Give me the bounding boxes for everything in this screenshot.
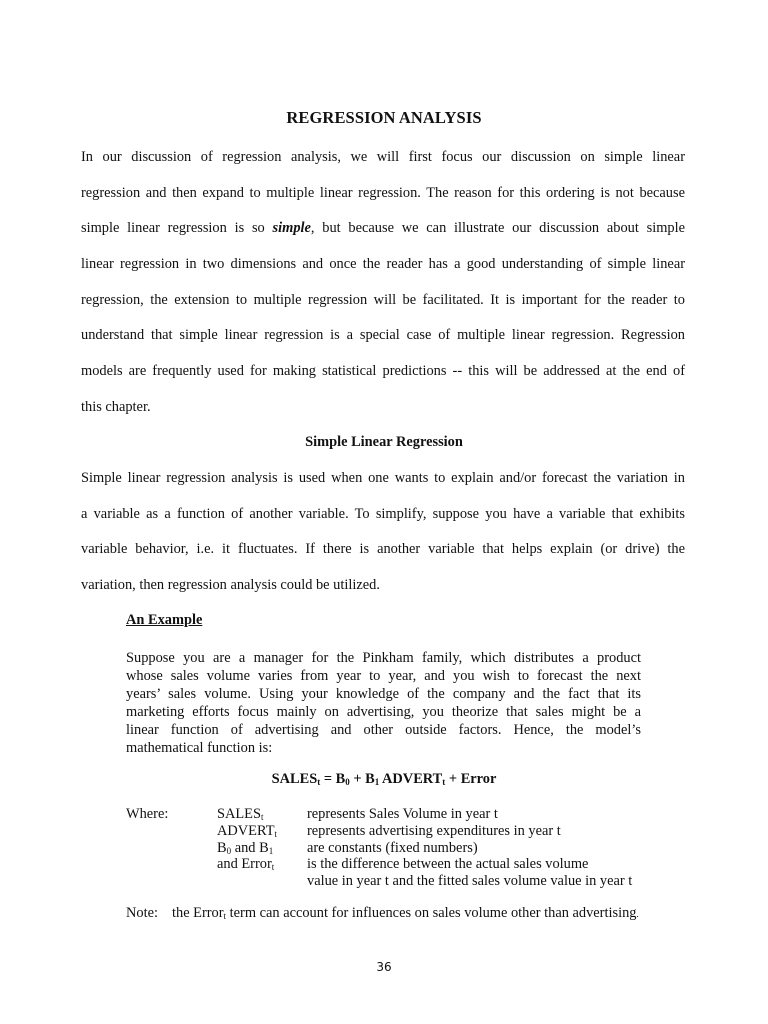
example-line: whose sales volume varies from year to year, and you wish to forecast the next <box>126 668 641 684</box>
definition-term <box>217 823 277 840</box>
paragraph-line: models are frequently used for making statistical predictions -- this will be addressed at the end of <box>81 363 685 379</box>
formula-subscript: t <box>317 777 321 787</box>
term-subscript: t <box>271 862 275 872</box>
example-line: mathematical function is: <box>126 740 273 756</box>
formula-subscript: 0 <box>345 777 350 787</box>
example-line: marketing efforts focus mainly on advertising, you theorize that sales might be a <box>126 704 641 720</box>
term-subscript: t <box>260 812 264 822</box>
note-part: term can account for influences on sales volume other than advertising <box>226 905 637 921</box>
formula-subscript: t <box>442 777 446 787</box>
paragraph-line: Simple linear regression analysis is used when one wants to explain and/or forecast the variation in <box>81 470 685 486</box>
paragraph-line: In our discussion of regression analysis, we will first focus our discussion on simple linear <box>81 149 685 165</box>
definition-term <box>217 806 264 823</box>
definition-description: represents advertising expenditures in year t <box>307 823 561 839</box>
formula-part: ADVERT <box>379 771 443 787</box>
definition-description: value in year t and the fitted sales volume value in year t <box>307 873 633 889</box>
example-heading: An Example <box>126 612 203 628</box>
paragraph-line: regression and then expand to multiple linear regression. The reason for this ordering is not because <box>81 185 685 201</box>
paragraph-line <box>81 219 685 237</box>
note-part: the Error <box>172 905 224 921</box>
formula-part: SALES <box>271 771 318 787</box>
paragraph-line: variation, then regression analysis could be utilized. <box>81 577 380 593</box>
term-text: and Error <box>217 856 272 872</box>
definition-description: is the difference between the actual sales volume <box>307 856 589 872</box>
line-text: , but because we can illustrate our discussion about simple <box>310 220 685 236</box>
paragraph-line: regression, the extension to multiple regression will be facilitated. It is important for the reader to <box>81 292 685 308</box>
paragraph-line: this chapter. <box>81 399 151 415</box>
term-text: B <box>217 840 227 856</box>
term-text: SALES <box>217 806 261 822</box>
note-label: Note: <box>126 905 158 921</box>
definition-description: represents Sales Volume in year t <box>307 806 498 822</box>
note-part: . <box>636 909 639 919</box>
formula-subscript: 1 <box>374 777 380 787</box>
section-heading: Simple Linear Regression <box>305 434 463 450</box>
paragraph-line: a variable as a function of another variable. To simplify, suppose you have a variable that exhibits <box>81 506 685 522</box>
paragraph-line: variable behavior, i.e. it fluctuates. If there is another variable that helps explain (or drive) the <box>81 541 685 557</box>
emphasis-text: simple <box>272 220 311 236</box>
page-number: 36 <box>376 960 392 974</box>
formula-part: + B <box>349 771 375 787</box>
paragraph-line: linear regression in two dimensions and once the reader has a good understanding of simple linear <box>81 256 685 272</box>
definition-term <box>217 856 274 873</box>
note-subscript: t <box>223 911 227 921</box>
term-text: ADVERT <box>217 823 275 839</box>
formula-part: + Error <box>445 771 497 787</box>
regression-formula <box>0 771 768 788</box>
paragraph-line: understand that simple linear regression is a special case of multiple linear regression. Regression <box>81 327 685 343</box>
formula-part: = B <box>320 771 346 787</box>
definition-description: are constants (fixed numbers) <box>307 840 478 856</box>
example-line: years’ sales volume. Using your knowledge of the company and the fact that its <box>126 686 641 702</box>
where-label: Where: <box>126 806 169 822</box>
example-line: Suppose you are a manager for the Pinkham family, which distributes a product <box>126 650 641 666</box>
term-text: and B <box>231 840 269 856</box>
line-text: simple linear regression is so <box>81 220 273 236</box>
definition-term <box>217 840 273 857</box>
term-subscript: 0 <box>226 846 232 856</box>
example-line: linear function of advertising and other outside factors. Hence, the model’s <box>126 722 641 738</box>
page-title: REGRESSION ANALYSIS <box>286 108 482 127</box>
note-text <box>172 905 639 922</box>
term-subscript: t <box>274 829 278 839</box>
term-subscript: 1 <box>268 846 274 856</box>
